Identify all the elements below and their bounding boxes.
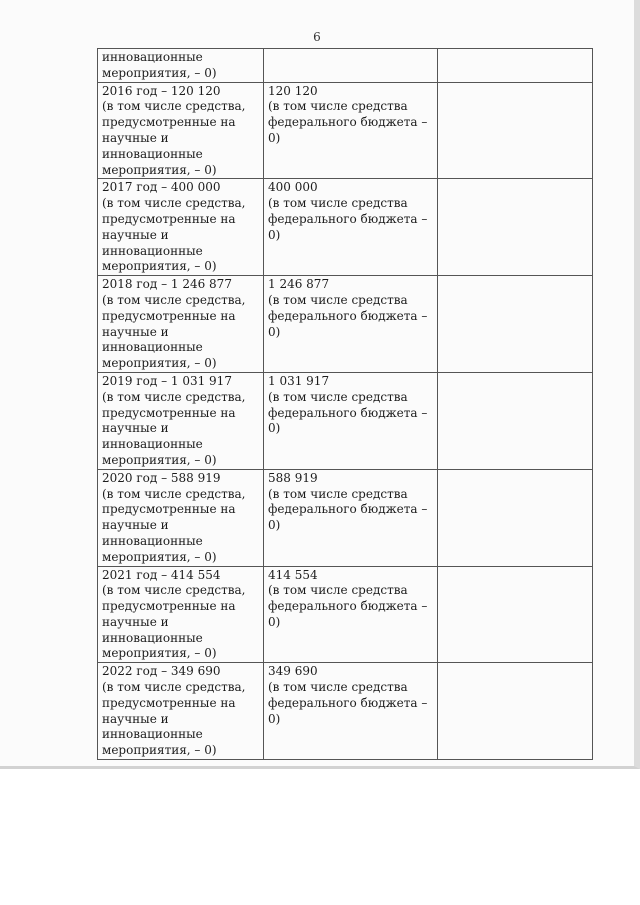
- row-extra-cell: [438, 372, 593, 469]
- row-federal-cell: 349 690 (в том числе средства федерального бюджета – 0): [264, 663, 438, 760]
- table-row: [98, 49, 593, 83]
- row-total-cell: 2019 год – 1 031 917 (в том числе средства, предусмотренные на научные и инновационные мероприятия, – 0): [98, 372, 264, 469]
- table-row: [98, 663, 593, 760]
- row-total-cell: 2018 год – 1 246 877 (в том числе средства, предусмотренные на научные и инновационные мероприятия, – 0): [98, 276, 264, 373]
- table-row: [98, 276, 593, 373]
- row-extra-cell: [438, 82, 593, 179]
- row-federal-cell: 1 031 917 (в том числе средства федерального бюджета – 0): [264, 372, 438, 469]
- row-extra-cell: [438, 663, 593, 760]
- row-total-cell: 2021 год – 414 554 (в том числе средства, предусмотренные на научные и инновационные мероприятия, – 0): [98, 566, 264, 663]
- page-number: 6: [313, 30, 321, 44]
- funding-table: [97, 48, 593, 760]
- row-total-cell: 2016 год – 120 120 (в том числе средства, предусмотренные на научные и инновационные мероприятия, – 0): [98, 82, 264, 179]
- row-federal-cell: 400 000 (в том числе средства федерального бюджета – 0): [264, 179, 438, 276]
- row-extra-cell: [438, 179, 593, 276]
- row-extra-cell: [438, 469, 593, 566]
- row-extra-cell: [438, 49, 593, 83]
- table-row: [98, 372, 593, 469]
- row-total-cell: 2022 год – 349 690 (в том числе средства, предусмотренные на научные и инновационные мероприятия, – 0): [98, 663, 264, 760]
- row-extra-cell: [438, 276, 593, 373]
- row-federal-cell: 1 246 877 (в том числе средства федерального бюджета – 0): [264, 276, 438, 373]
- row-extra-cell: [438, 566, 593, 663]
- table-row: [98, 566, 593, 663]
- table-row: [98, 179, 593, 276]
- row-federal-cell: 588 919 (в том числе средства федерального бюджета – 0): [264, 469, 438, 566]
- row-federal-cell: 120 120 (в том числе средства федерального бюджета – 0): [264, 82, 438, 179]
- row-total-cell: 2020 год – 588 919 (в том числе средства, предусмотренные на научные и инновационные мероприятия, – 0): [98, 469, 264, 566]
- table-row: [98, 82, 593, 179]
- row-total-cell: 2017 год – 400 000 (в том числе средства, предусмотренные на научные и инновационные мероприятия, – 0): [98, 179, 264, 276]
- row-federal-cell: [264, 49, 438, 83]
- row-federal-cell: 414 554 (в том числе средства федерального бюджета – 0): [264, 566, 438, 663]
- row-total-cell: инновационные мероприятия, – 0): [98, 49, 264, 83]
- table-row: [98, 469, 593, 566]
